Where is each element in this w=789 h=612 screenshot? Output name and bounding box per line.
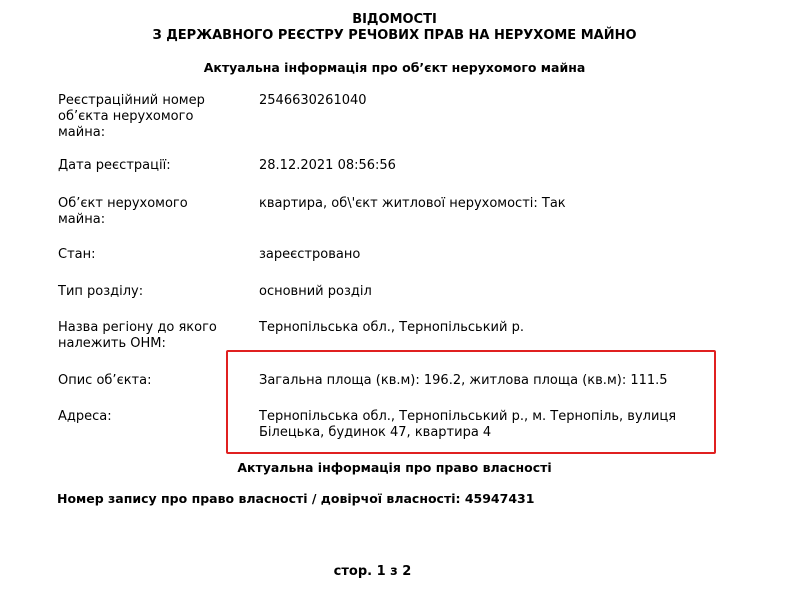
field-value-address: Тернопільська обл., Тернопільський р., м. Тернопіль, вулиця Білецька, будинок 47, квартира 4 xyxy=(259,409,677,440)
document-title: ВІДОМОСТІ xyxy=(352,12,437,27)
field-value-property-object: квартира, об\'єкт житлової нерухомості: Так xyxy=(259,196,566,211)
red-highlight-box xyxy=(226,350,716,454)
field-value-region: Тернопільська обл., Тернопільський р. xyxy=(259,320,524,335)
field-value-description: Загальна площа (кв.м): 196.2, житлова площа (кв.м): 111.5 xyxy=(259,373,668,388)
page-number: стор. 1 з 2 xyxy=(333,564,412,579)
field-label-status: Стан: xyxy=(58,247,96,262)
field-value-registration-number: 2546630261040 xyxy=(259,93,367,108)
field-label-section-type: Тип розділу: xyxy=(58,284,144,299)
field-label-registration-number: Реєстраційний номер об’єкта нерухомого майна: xyxy=(58,93,205,140)
field-value-section-type: основний розділ xyxy=(259,284,372,299)
field-label-property-object: Об’єкт нерухомого майна: xyxy=(58,196,188,227)
ownership-record-number: Номер запису про право власності / довірчої власності: 45947431 xyxy=(57,491,535,506)
field-label-registration-date: Дата реєстрації: xyxy=(58,158,171,173)
section-title-ownership: Актуальна інформація про право власності xyxy=(237,460,552,475)
field-label-description: Опис об’єкта: xyxy=(58,373,152,388)
field-label-region: Назва регіону до якого належить ОНМ: xyxy=(58,320,217,351)
section-title-property: Актуальна інформація про об’єкт нерухомого майна xyxy=(203,60,586,75)
field-value-registration-date: 28.12.2021 08:56:56 xyxy=(259,158,396,173)
field-value-status: зареєстровано xyxy=(259,247,361,262)
document-subtitle: З ДЕРЖАВНОГО РЕЄСТРУ РЕЧОВИХ ПРАВ НА НЕРУХОМЕ МАЙНО xyxy=(152,28,637,43)
field-label-address: Адреса: xyxy=(58,409,112,424)
